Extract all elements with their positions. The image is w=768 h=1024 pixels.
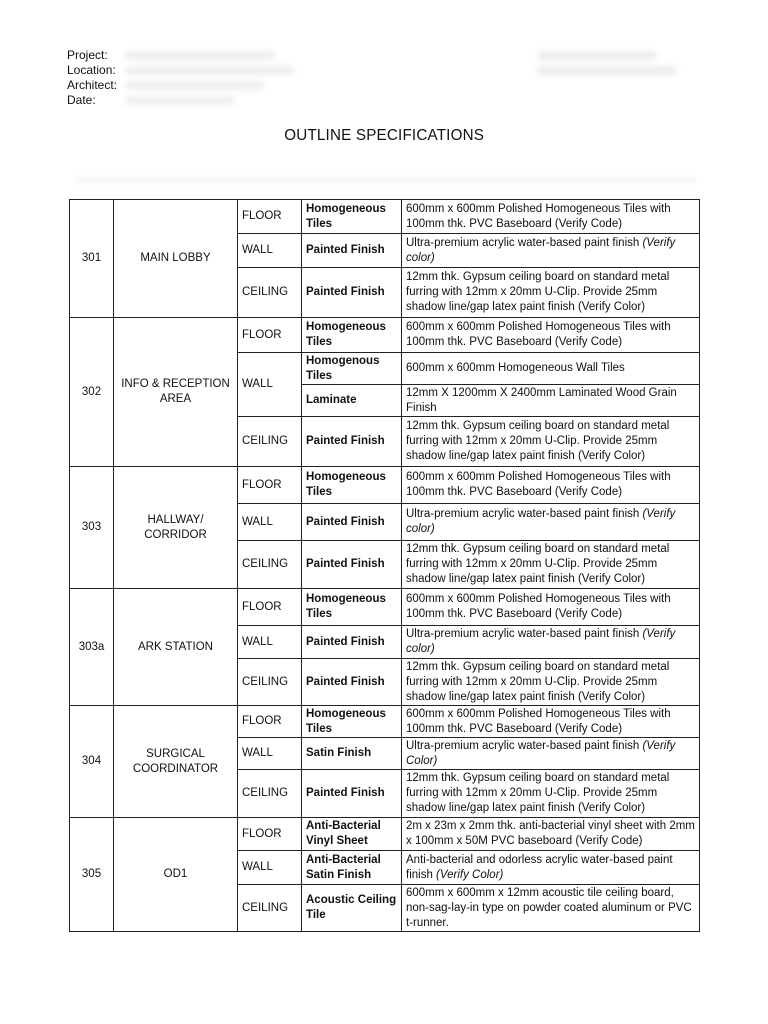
document-title-wrapper	[0, 127, 768, 145]
verify-note: (Verify Color)	[436, 868, 504, 881]
surface-type: FLOOR	[238, 200, 302, 234]
finish-description	[402, 770, 700, 818]
surface-type: FLOOR	[238, 589, 302, 626]
description-text: 12mm thk. Gypsum ceiling board on standard metal furring with 12mm x 20mm U-Clip. Provide 25mm shadow line/gap latex paint finish (Verify Color)	[406, 660, 670, 703]
surface-type: CEILING	[238, 770, 302, 818]
spec-row	[70, 467, 700, 504]
finish-type: Painted Finish	[302, 268, 402, 318]
surface-type: FLOOR	[238, 467, 302, 504]
description-text: Ultra-premium acrylic water-based paint finish	[406, 628, 643, 640]
description-text: Ultra-premium acrylic water-based paint finish	[406, 236, 643, 249]
verify-note: (Verify color)	[406, 508, 676, 535]
finish-description	[402, 738, 700, 770]
surface-type: WALL	[238, 851, 302, 885]
surface-type: FLOOR	[238, 706, 302, 738]
description-text: 600mm x 600mm Polished Homogeneous Tiles with 100mm thk. PVC Baseboard (Verify Code)	[406, 471, 671, 498]
finish-type: Homogeneous Tiles	[302, 706, 402, 738]
room-name: HALLWAY/ CORRIDOR	[114, 467, 238, 589]
project-info-block	[67, 48, 117, 108]
redacted-project-value	[125, 51, 275, 60]
finish-type: Acoustic Ceiling Tile	[302, 885, 402, 932]
description-text: 600mm x 600mm Polished Homogeneous Tiles with 100mm thk. PVC Baseboard (Verify Code)	[406, 202, 671, 230]
finish-type: Homogeneous Tiles	[302, 200, 402, 234]
finish-description	[402, 467, 700, 504]
specifications-table	[69, 199, 700, 932]
spec-row	[70, 818, 700, 851]
surface-type: CEILING	[238, 541, 302, 589]
finish-type: Painted Finish	[302, 770, 402, 818]
room-number: 302	[70, 318, 114, 467]
spec-row	[70, 589, 700, 626]
finish-description	[402, 885, 700, 932]
room-name: SURGICAL COORDINATOR	[114, 706, 238, 818]
finish-type: Anti-Bacterial Vinyl Sheet	[302, 818, 402, 851]
finish-description	[402, 626, 700, 659]
finish-description	[402, 353, 700, 385]
spec-row	[70, 318, 700, 353]
finish-type: Homogeneous Tiles	[302, 589, 402, 626]
finish-description	[402, 318, 700, 353]
surface-type: CEILING	[238, 417, 302, 467]
finish-description	[402, 818, 700, 851]
finish-description	[402, 659, 700, 706]
description-text: Ultra-premium acrylic water-based paint finish	[406, 739, 643, 752]
room-number: 304	[70, 706, 114, 818]
finish-description	[402, 589, 700, 626]
architect-row	[67, 78, 117, 93]
finish-type: Painted Finish	[302, 417, 402, 467]
surface-type: WALL	[238, 353, 302, 417]
finish-description	[402, 234, 700, 268]
room-number: 301	[70, 200, 114, 318]
finish-type: Homogenous Tiles	[302, 353, 402, 385]
redacted-location-value	[125, 66, 295, 75]
room-name: OD1	[114, 818, 238, 932]
description-text: Anti-bacterial and odorless acrylic water-based paint finish	[406, 853, 673, 881]
location-label: Location:	[67, 63, 116, 77]
verify-note: (Verify color)	[406, 236, 676, 264]
redacted-date-value	[125, 96, 235, 105]
surface-type: FLOOR	[238, 818, 302, 851]
redacted-project-value-2	[537, 51, 657, 60]
document-title: OUTLINE SPECIFICATIONS	[284, 127, 484, 144]
surface-type: FLOOR	[238, 318, 302, 353]
surface-type: WALL	[238, 504, 302, 541]
room-name: ARK STATION	[114, 589, 238, 706]
room-name: MAIN LOBBY	[114, 200, 238, 318]
description-text: 600mm x 600mm Polished Homogeneous Tiles with 100mm thk. PVC Baseboard (Verify Code)	[406, 321, 671, 348]
location-row	[67, 63, 117, 78]
surface-type: CEILING	[238, 268, 302, 318]
description-text: 12mm X 1200mm X 2400mm Laminated Wood Grain Finish	[406, 386, 677, 414]
date-label: Date:	[67, 93, 96, 107]
redacted-architect-value	[125, 81, 265, 90]
finish-description	[402, 504, 700, 541]
room-number: 305	[70, 818, 114, 932]
surface-type: WALL	[238, 234, 302, 268]
finish-type: Anti-Bacterial Satin Finish	[302, 851, 402, 885]
finish-description	[402, 706, 700, 738]
finish-description	[402, 541, 700, 589]
description-text: 12mm thk. Gypsum ceiling board on standard metal furring with 12mm x 20mm U-Clip. Provide 25mm shadow line/gap latex paint finish (Verify Color)	[406, 543, 670, 585]
finish-description	[402, 417, 700, 467]
description-text: 600mm x 600mm Polished Homogeneous Tiles with 100mm thk. PVC Baseboard (Verify Code)	[406, 707, 671, 735]
finish-type: Satin Finish	[302, 738, 402, 770]
surface-type: WALL	[238, 738, 302, 770]
surface-type: CEILING	[238, 659, 302, 706]
description-text: 12mm thk. Gypsum ceiling board on standard metal furring with 12mm x 20mm U-Clip. Provide 25mm shadow line/gap latex paint finish (Verify Color)	[406, 420, 670, 462]
finish-type: Painted Finish	[302, 659, 402, 706]
project-row	[67, 48, 117, 63]
date-row	[67, 93, 117, 108]
room-number: 303a	[70, 589, 114, 706]
verify-note: (Verify Color)	[406, 739, 676, 767]
spec-row	[70, 200, 700, 234]
room-name: INFO & RECEPTION AREA	[114, 318, 238, 467]
faint-rule	[76, 178, 696, 182]
specifications-table-body	[70, 200, 700, 932]
architect-label: Architect:	[67, 78, 118, 92]
finish-description	[402, 385, 700, 417]
verify-note: (Verify color)	[406, 628, 676, 655]
finish-type: Homogeneous Tiles	[302, 318, 402, 353]
finish-type: Homogeneous Tiles	[302, 467, 402, 504]
finish-description	[402, 851, 700, 885]
surface-type: WALL	[238, 626, 302, 659]
surface-type: CEILING	[238, 885, 302, 932]
description-text: 2m x 23m x 2mm thk. anti-bacterial vinyl sheet with 2mm x 100mm x 50M PVC baseboard (Verify Code)	[406, 820, 695, 847]
redacted-location-value-2	[537, 66, 677, 75]
room-number: 303	[70, 467, 114, 589]
finish-description	[402, 200, 700, 234]
description-text: 12mm thk. Gypsum ceiling board on standard metal furring with 12mm x 20mm U-Clip. Provide 25mm shadow line/gap latex paint finish (Verify Color)	[406, 772, 670, 814]
description-text: 12mm thk. Gypsum ceiling board on standard metal furring with 12mm x 20mm U-Clip. Provide 25mm shadow line/gap latex paint finish (Verify Color)	[406, 271, 670, 313]
finish-type: Laminate	[302, 385, 402, 417]
finish-type: Painted Finish	[302, 234, 402, 268]
finish-type: Painted Finish	[302, 541, 402, 589]
description-text: 600mm x 600mm x 12mm acoustic tile ceiling board, non-sag-lay-in type on powder coated aluminum or PVC t-runner.	[406, 886, 692, 929]
finish-description	[402, 268, 700, 318]
description-text: Ultra-premium acrylic water-based paint finish	[406, 508, 643, 520]
finish-type: Painted Finish	[302, 504, 402, 541]
finish-type: Painted Finish	[302, 626, 402, 659]
project-label: Project:	[67, 48, 108, 62]
description-text: 600mm x 600mm Homogeneous Wall Tiles	[406, 362, 625, 374]
description-text: 600mm x 600mm Polished Homogeneous Tiles with 100mm thk. PVC Baseboard (Verify Code)	[406, 593, 671, 620]
spec-row	[70, 706, 700, 738]
